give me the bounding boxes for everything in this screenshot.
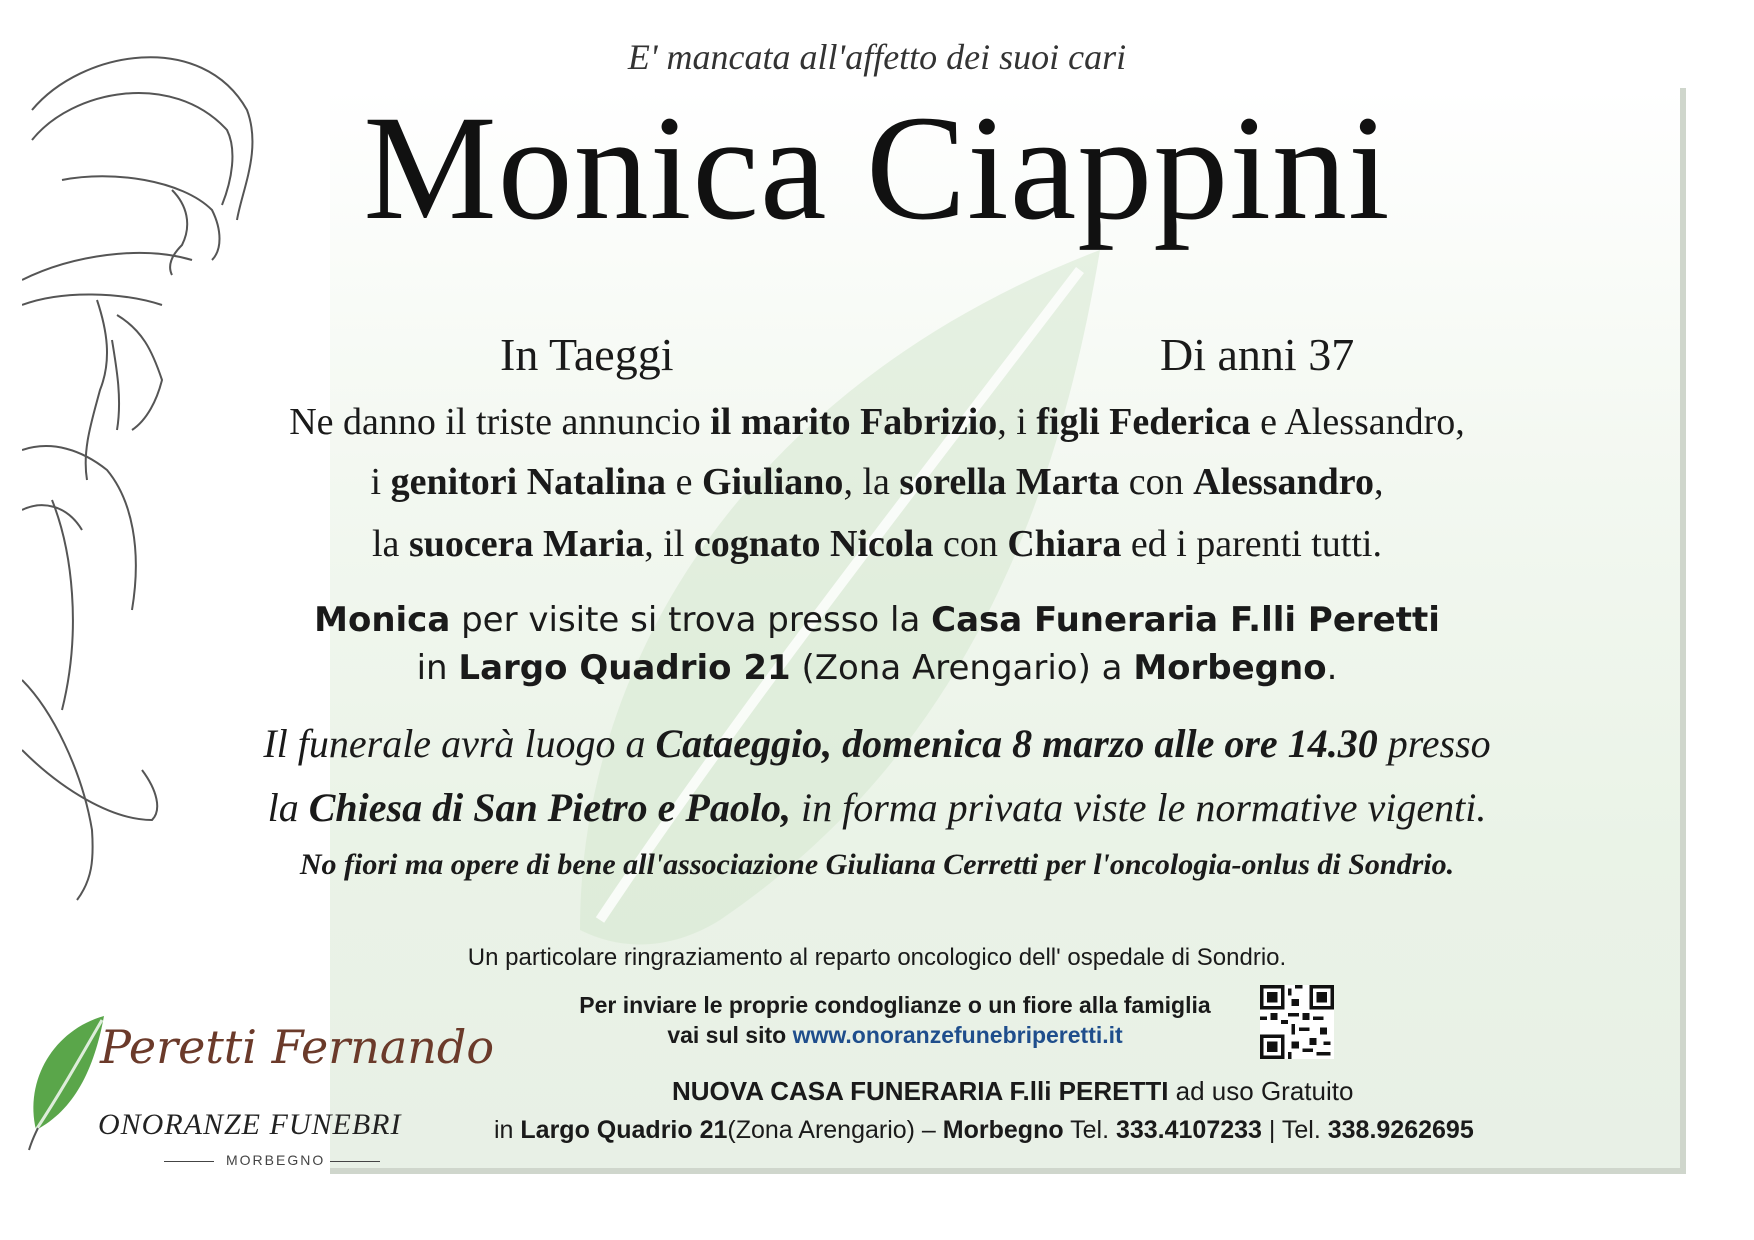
visit-line-1: Monica per visite si trova presso la Casa Funeraria F.lli Peretti — [314, 600, 1440, 640]
funeral-home-address: in Largo Quadrio 21(Zona Arengario) – Morbegno Tel. 333.4107233 | Tel. 338.9262695 — [494, 1116, 1474, 1144]
announcement-line-3: la suocera Maria, il cognato Nicola con Chiara ed i parenti tutti. — [372, 523, 1382, 565]
funeral-line-2: la Chiesa di San Pietro e Paolo, in forma privata viste le normative vigenti. — [267, 785, 1487, 830]
no-flowers-note: No fiori ma opere di bene all'associazione Giuliana Cerretti per l'oncologia-onlus di Sondrio. — [299, 848, 1455, 881]
age: Di anni 37 — [1160, 329, 1355, 380]
married-name: In Taeggi — [500, 329, 674, 380]
logo-divider-right — [330, 1161, 380, 1162]
condolences-line-1: Per inviare le proprie condoglianze o un fiore alla famiglia — [579, 992, 1211, 1018]
visit-line-2: in Largo Quadrio 21 (Zona Arengario) a Morbegno. — [416, 648, 1338, 688]
qr-code-icon[interactable] — [1260, 985, 1334, 1059]
website-link[interactable]: www.onoranzefunebriperetti.it — [792, 1022, 1123, 1048]
condolences-line-2: vai sul sito www.onoranzefunebriperetti.it — [667, 1022, 1123, 1048]
logo-divider-left — [164, 1161, 214, 1162]
funeral-home-line: NUOVA CASA FUNERARIA F.lli PERETTI ad uso Gratuito — [672, 1076, 1354, 1106]
announcement-line-2: i genitori Natalina e Giuliano, la sorella Marta con Alessandro, — [370, 461, 1384, 503]
logo-subtitle: ONORANZE FUNEBRI — [98, 1108, 402, 1141]
funeral-line-1: Il funerale avrà luogo a Cataeggio, domenica 8 marzo alle ore 14.30 presso — [263, 721, 1491, 766]
logo-town: MORBEGNO — [226, 1152, 326, 1168]
intro-text: E' mancata all'affetto dei suoi cari — [627, 37, 1127, 77]
announcement-line-1: Ne danno il triste annuncio il marito Fabrizio, i figli Federica e Alessandro, — [289, 401, 1465, 443]
logo-script: Peretti Fernando — [100, 1020, 495, 1074]
deceased-name: Monica Ciappini — [363, 85, 1391, 251]
panel-shadow-bottom — [330, 1168, 1686, 1174]
thanks-text: Un particolare ringraziamento al reparto oncologico dell' ospedale di Sondrio. — [467, 944, 1287, 971]
